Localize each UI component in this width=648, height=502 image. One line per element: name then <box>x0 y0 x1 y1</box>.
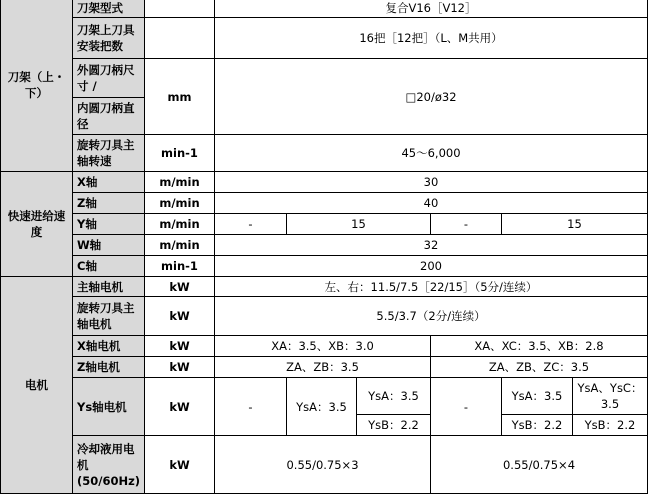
row-rot-motor <box>1 297 648 336</box>
row-coolant-motor <box>1 436 648 494</box>
unit-turret-type <box>145 0 215 18</box>
unit-shank: mm <box>145 59 215 135</box>
label-z-axis: Z轴 <box>73 193 145 214</box>
value-turret-type: 复合V16［V12］ <box>215 0 648 18</box>
value-x-axis: 30 <box>215 172 648 193</box>
row-z-axis <box>1 193 648 214</box>
label-rot-speed: 旋转刀具主轴转速 <box>73 135 145 172</box>
value-ys-left-ysa2: YsA：3.5 <box>357 378 431 415</box>
value-z-axis: 40 <box>215 193 648 214</box>
row-spindle-motor <box>1 277 648 297</box>
label-spindle-motor: 主轴电机 <box>73 277 145 297</box>
label-ys-motor: Ys轴电机 <box>73 378 145 436</box>
label-c-axis: C轴 <box>73 256 145 277</box>
group-turret: 刀架（上・下） <box>1 0 73 172</box>
value-z-motor-left: ZA、ZB：3.5 <box>215 357 431 378</box>
value-coolant-motor-right: 0.55/0.75×4 <box>431 436 648 494</box>
unit-y-axis: m/min <box>145 214 215 235</box>
row-x-motor <box>1 336 648 357</box>
value-rot-motor: 5.5/3.7（2分/连续） <box>215 297 648 336</box>
unit-x-axis: m/min <box>145 172 215 193</box>
unit-rot-speed: min-1 <box>145 135 215 172</box>
group-rapid: 快速进给速度 <box>1 172 73 277</box>
unit-z-axis: m/min <box>145 193 215 214</box>
value-y-axis-1: - <box>215 214 287 235</box>
unit-c-axis: min-1 <box>145 256 215 277</box>
value-ys-left-ysa: YsA：3.5 <box>287 378 357 436</box>
value-turret-tools: 16把［12把］（L、M共用） <box>215 18 648 59</box>
unit-w-axis: m/min <box>145 235 215 256</box>
value-coolant-motor-left: 0.55/0.75×3 <box>215 436 431 494</box>
group-motor: 电机 <box>1 277 73 494</box>
unit-coolant-motor: kW <box>145 436 215 494</box>
row-rot-speed <box>1 135 648 172</box>
value-w-axis: 32 <box>215 235 648 256</box>
row-y-axis <box>1 214 648 235</box>
label-w-axis: W轴 <box>73 235 145 256</box>
row-turret-tools <box>1 18 648 59</box>
unit-x-motor: kW <box>145 336 215 357</box>
unit-ys-motor: kW <box>145 378 215 436</box>
row-w-axis <box>1 235 648 256</box>
value-y-axis-4: 15 <box>502 214 648 235</box>
label-x-motor: X轴电机 <box>73 336 145 357</box>
label-y-axis: Y轴 <box>73 214 145 235</box>
value-ys-right-ysb2: YsB：2.2 <box>573 415 648 436</box>
row-ys-motor <box>1 378 648 415</box>
value-ys-left-ysb: YsB：2.2 <box>357 415 431 436</box>
value-y-axis-2: 15 <box>287 214 431 235</box>
row-x-axis <box>1 172 648 193</box>
row-turret-type <box>1 0 648 18</box>
label-z-motor: Z轴电机 <box>73 357 145 378</box>
unit-spindle-motor: kW <box>145 277 215 297</box>
value-x-motor-right: XA、XC：3.5、XB：2.8 <box>431 336 648 357</box>
label-turret-tools: 刀架上刀具安装把数 <box>73 18 145 59</box>
label-rot-motor: 旋转刀具主轴电机 <box>73 297 145 336</box>
label-turret-type: 刀架型式 <box>73 0 145 18</box>
value-rot-speed: 45～6,000 <box>215 135 648 172</box>
label-coolant-motor-sub: (50/60Hz) <box>77 473 141 488</box>
label-x-axis: X轴 <box>73 172 145 193</box>
unit-turret-tools <box>145 18 215 59</box>
value-y-axis-3: - <box>431 214 502 235</box>
row-shank-od <box>1 59 648 98</box>
value-ys-right-ysa-ysc: YsA、YsC：3.5 <box>573 378 648 415</box>
value-x-motor-left: XA：3.5、XB：3.0 <box>215 336 431 357</box>
value-ys-right-dash: - <box>431 378 502 436</box>
row-z-motor <box>1 357 648 378</box>
value-z-motor-right: ZA、ZB、ZC：3.5 <box>431 357 648 378</box>
value-ys-left-dash: - <box>215 378 287 436</box>
unit-rot-motor: kW <box>145 297 215 336</box>
row-c-axis <box>1 256 648 277</box>
value-c-axis: 200 <box>215 256 648 277</box>
label-coolant-motor <box>73 436 145 494</box>
value-shank: □20/ø32 <box>215 59 648 135</box>
value-spindle-motor: 左、右：11.5/7.5［22/15］（5分/连续） <box>215 277 648 297</box>
value-ys-right-ysa: YsA：3.5 <box>502 378 573 415</box>
unit-z-motor: kW <box>145 357 215 378</box>
value-ys-right-ysb: YsB：2.2 <box>502 415 573 436</box>
label-coolant-motor-main: 冷却液用电机 <box>77 441 135 472</box>
label-shank-id: 内圆刀柄直径 <box>73 98 145 135</box>
label-shank-od: 外圆刀柄尺寸 / <box>73 59 145 98</box>
